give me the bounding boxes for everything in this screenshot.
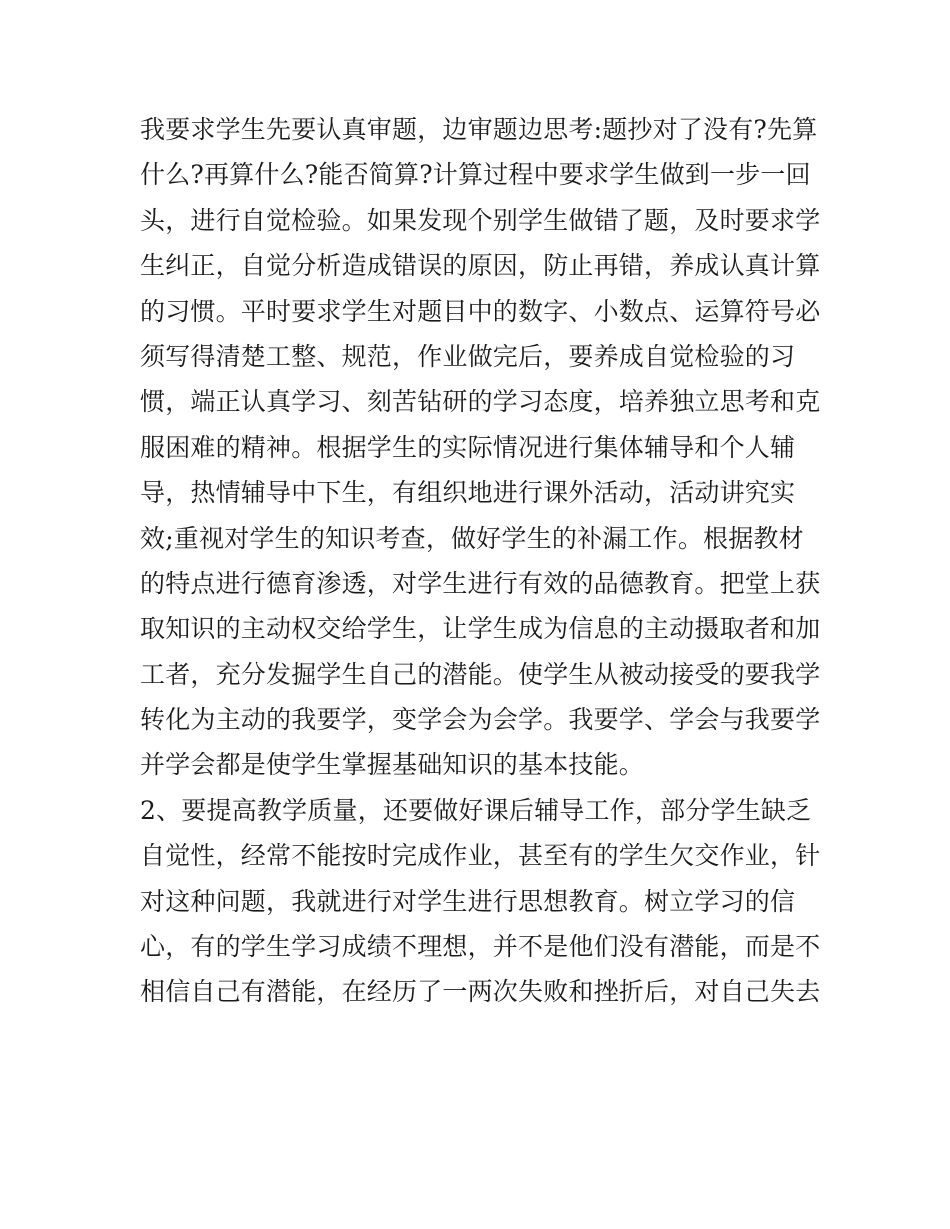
text-line-15: 并学会都是使学生掌握基础知识的基本技能。 — [140, 750, 645, 780]
text-line-13: 工者，充分发掘学生自己的潜能。使学生从被动接受的要我学 — [140, 659, 821, 689]
text-line-2: 什么?再算什么?能否简算?计算过程中要求学生做到一步一回 — [140, 160, 811, 190]
text-line-10: 效;重视对学生的知识考查，做好学生的补漏工作。根据教材 — [140, 523, 804, 553]
text-line-16: 2、要提高教学质量，还要做好课后辅导工作，部分学生缺乏 — [140, 795, 812, 825]
text-line-19: 心，有的学生学习成绩不理想，并不是他们没有潜能，而是不 — [140, 932, 821, 962]
text-line-1: 我要求学生先要认真审题，边审题边思考:题抄对了没有?先算 — [140, 115, 818, 144]
text-line-17: 自觉性，经常不能按时完成作业，甚至有的学生欠交作业，针 — [140, 841, 821, 871]
text-line-14: 转化为主动的我要学，变学会为会学。我要学、学会与我要学 — [140, 705, 821, 735]
text-line-6: 须写得清楚工整、规范，作业做完后，要养成自觉检验的习 — [140, 341, 796, 371]
text-line-4: 生纠正，自觉分析造成错误的原因，防止再错，养成认真计算 — [140, 251, 821, 281]
text-line-20: 相信自己有潜能，在经历了一两次失败和挫折后，对自己失去 — [140, 977, 821, 1007]
text-line-5: 的习惯。平时要求学生对题目中的数字、小数点、运算符号必 — [140, 296, 821, 326]
text-line-12: 取知识的主动权交给学生，让学生成为信息的主动摄取者和加 — [140, 614, 821, 644]
text-line-18: 对这种问题，我就进行对学生进行思想教育。树立学习的信 — [140, 886, 796, 916]
text-line-7: 惯，端正认真学习、刻苦钻研的学习态度，培养独立思考和克 — [140, 387, 821, 417]
text-line-8: 服困难的精神。根据学生的实际情况进行集体辅导和个人辅 — [140, 432, 796, 462]
text-line-3: 头，进行自觉检验。如果发现个别学生做错了题，及时要求学 — [140, 205, 821, 235]
body-text — [140, 107, 820, 1015]
text-line-9: 导，热情辅导中下生，有组织地进行课外活动，活动讲究实 — [140, 478, 796, 508]
text-line-11: 的特点进行德育渗透，对学生进行有效的品德教育。把堂上获 — [140, 568, 821, 598]
